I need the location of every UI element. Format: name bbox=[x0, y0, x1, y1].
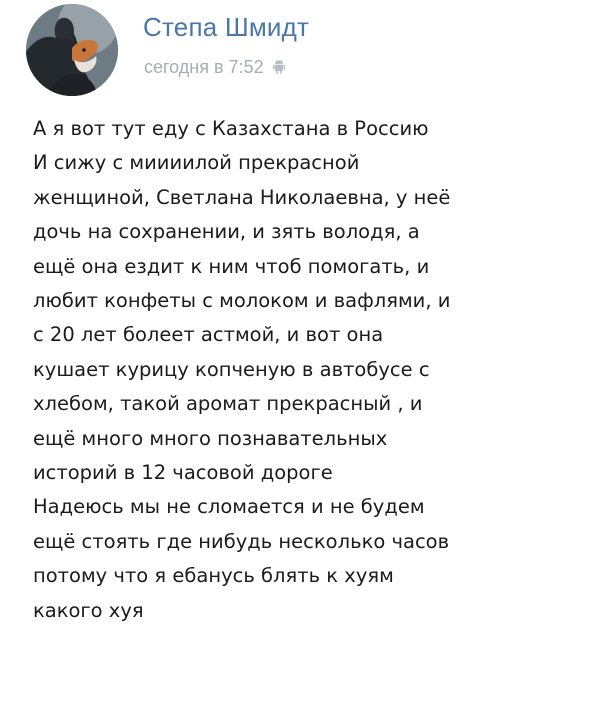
post-text-line: ещё стоять где нибудь несколько часов bbox=[33, 529, 450, 553]
post-text-line: потому что я ебанусь блять к хуям bbox=[33, 564, 394, 588]
post-text-line: дочь на сохранении, и зять володя, а bbox=[33, 220, 420, 244]
post-timestamp[interactable]: сегодня в 7:52 bbox=[144, 56, 264, 77]
post-text-line: А я вот тут еду с Казахстана в Россию bbox=[33, 117, 429, 140]
avatar[interactable] bbox=[26, 4, 118, 96]
author-name[interactable]: Степа Шмидт bbox=[143, 12, 310, 42]
post-text-line: кушает курицу копченую в автобусе с bbox=[33, 357, 430, 381]
avatar-image bbox=[26, 4, 118, 96]
post-text-line: ещё много много познавательных bbox=[33, 426, 388, 450]
post-text-line: И сижу с миииилой прекрасной bbox=[33, 151, 360, 175]
post-text-line: историй в 12 часовой дороге bbox=[33, 461, 333, 485]
post-text-line: любит конфеты с молоком и вафлями, и bbox=[33, 289, 451, 313]
post-text-line: хлебом, такой аромат прекрасный , и bbox=[33, 392, 423, 416]
post-text-line: какого хуя bbox=[33, 598, 144, 622]
post-text bbox=[33, 112, 593, 628]
post-meta bbox=[144, 56, 286, 78]
post-text-line: женщиной, Светлана Николаевна, у неё bbox=[33, 185, 451, 209]
post-text-line: Надеюсь мы не сломается и не будем bbox=[33, 495, 425, 519]
post-text-line: ещё она ездит к ним чтоб помогать, и bbox=[33, 254, 430, 278]
post-header bbox=[22, 4, 582, 94]
android-icon bbox=[272, 59, 286, 75]
post-text-line: с 20 лет болеет астмой, и вот она bbox=[33, 323, 384, 347]
